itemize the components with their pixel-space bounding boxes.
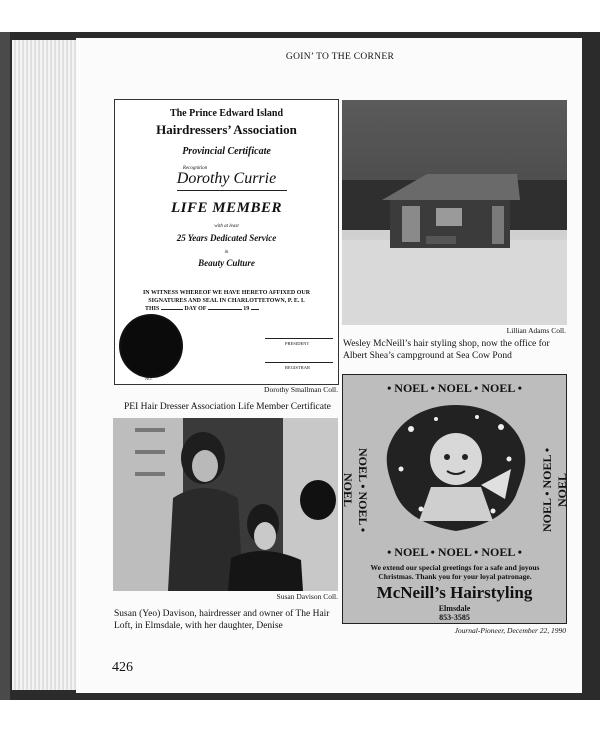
- cert-name-underline: [177, 190, 287, 191]
- shop-illustration: [342, 100, 567, 325]
- ad-credit: Journal-Pioneer, December 22, 1990: [454, 626, 566, 635]
- cert-witness-line1: IN WITNESS WHEREOF WE HAVE HERETO AFFIXED OUR: [142, 290, 311, 296]
- angel-illustration-icon: [381, 399, 531, 539]
- registrar-signature-line: [265, 362, 333, 363]
- cert-presented-label: Recognition: [182, 166, 208, 171]
- ad-noel-top: • NOEL • NOEL • NOEL •: [387, 381, 522, 395]
- running-header: GOIN’ TO THE CORNER: [285, 52, 395, 62]
- ad-phone: 853-3585: [439, 613, 470, 622]
- ad-greeting: We extend our special greetings for a safe and joyous Christmas. Thank you for your loyal patronage.: [370, 563, 540, 581]
- cert-number-label: NO.: [145, 376, 153, 381]
- gold-seal: [121, 316, 181, 376]
- cert-with-at-least: with at least: [214, 224, 239, 229]
- ad-noel-right: NOEL • NOEL • NOEL: [540, 447, 569, 533]
- life-member-certificate: [114, 99, 339, 385]
- page-edges: [12, 40, 80, 690]
- cert-this-label: THIS: [145, 306, 160, 312]
- page-number: 426: [112, 660, 133, 675]
- cert-date-line: [145, 306, 259, 312]
- president-signature-line: [265, 338, 333, 339]
- registrar-label: REGISTRAR: [285, 365, 311, 370]
- cert-day-of-label: DAY OF: [184, 306, 207, 312]
- salon-caption: Susan (Yeo) Davison, hairdresser and owner of The Hair Loft, in Elmsdale, with her daughter, Denise: [114, 609, 330, 631]
- cert-witness-line2: SIGNATURES AND SEAL IN CHARLOTTETOWN, P. E. I.: [148, 298, 305, 304]
- cert-recipient-name: Dorothy Currie: [176, 170, 277, 187]
- shop-credit: Lillian Adams Coll.: [506, 326, 566, 335]
- ad-business-name: McNeill’s Hairstyling: [376, 583, 533, 602]
- ad-noel-bottom: • NOEL • NOEL • NOEL •: [387, 545, 522, 559]
- cert-year-prefix: 19: [243, 306, 250, 312]
- cert-org-line1: The Prince Edward Island: [169, 108, 284, 119]
- salon-illustration: [113, 418, 338, 591]
- cert-in-label: in: [224, 250, 229, 255]
- mcneills-christmas-ad: [342, 374, 567, 624]
- salon-credit: Susan Davison Coll.: [276, 592, 338, 601]
- cert-org-line2: Hairdressers’ Association: [156, 122, 297, 137]
- cert-service: 25 Years Dedicated Service: [176, 233, 277, 243]
- salon-photo: [113, 418, 338, 591]
- cert-field: Beauty Culture: [198, 258, 255, 268]
- shop-caption: Wesley McNeill’s hair styling shop, now the office for Albert Shea’s campground at Sea Cow Pond: [343, 339, 550, 361]
- ad-noel-left: NOEL • NOEL • NOEL: [341, 447, 370, 533]
- certificate-caption: PEI Hair Dresser Association Life Member Certificate: [124, 402, 331, 412]
- cert-subtitle: Provincial Certificate: [182, 146, 271, 157]
- ad-town: Elmsdale: [438, 604, 471, 613]
- hair-shop-photo: [342, 100, 567, 325]
- president-label: PRESIDENT: [285, 341, 310, 346]
- certificate-credit: Dorothy Smallman Coll.: [264, 385, 338, 394]
- book-spine: [0, 32, 10, 700]
- cert-title: LIFE MEMBER: [171, 200, 282, 216]
